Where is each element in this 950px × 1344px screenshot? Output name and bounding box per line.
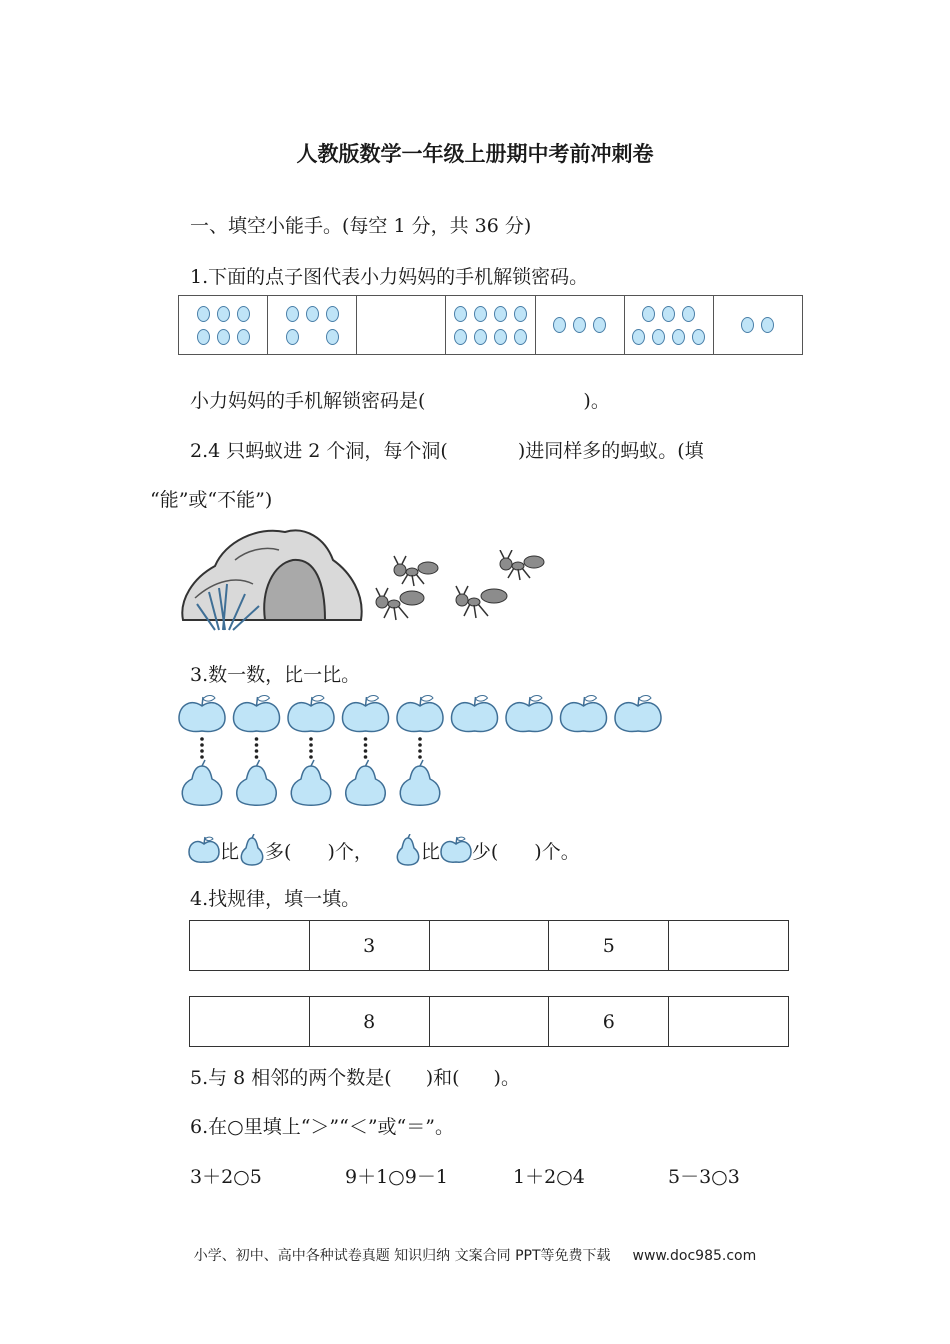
dot <box>632 329 645 345</box>
dot <box>237 306 250 322</box>
dot-cell <box>625 296 714 354</box>
dot <box>197 329 210 345</box>
question-4-stem: 4.找规律，填一填。 <box>190 888 361 910</box>
match-dot <box>200 755 204 759</box>
pear <box>182 760 221 805</box>
match-dot <box>309 749 313 753</box>
dot <box>306 306 319 322</box>
pattern-cell[interactable] <box>669 921 789 971</box>
match-dot <box>364 743 368 747</box>
dot <box>454 306 467 322</box>
question-3-sentence <box>188 834 580 866</box>
dot-cell <box>357 296 446 354</box>
compare-item[interactable]: 3＋2○5 <box>190 1166 262 1188</box>
dot-cell <box>714 296 802 354</box>
apple-icon <box>188 836 220 864</box>
match-dot <box>418 749 422 753</box>
compare-item[interactable]: 5－3○3 <box>668 1166 740 1188</box>
dot <box>593 317 606 333</box>
dot <box>217 306 230 322</box>
match-dot <box>200 749 204 753</box>
apple <box>506 696 552 732</box>
pattern-cell: 3 <box>309 921 429 971</box>
match-dot <box>200 743 204 747</box>
pattern-cell: 6 <box>549 997 669 1047</box>
question-1-answer <box>190 386 610 413</box>
pattern-cell[interactable] <box>190 921 310 971</box>
match-dot <box>255 749 259 753</box>
dot <box>761 317 774 333</box>
dot <box>326 329 339 345</box>
question-2-line2: “能”或“不能”) <box>150 489 273 511</box>
apple <box>179 696 225 732</box>
ant <box>456 586 507 618</box>
dot <box>474 306 487 322</box>
close-label: )个， <box>327 840 373 863</box>
dot <box>514 306 527 322</box>
dot-cell <box>179 296 268 354</box>
pear <box>400 760 439 805</box>
apple <box>452 696 498 732</box>
ant <box>394 556 438 586</box>
apple <box>397 696 443 732</box>
dot <box>494 306 507 322</box>
dot <box>514 329 527 345</box>
pattern-cell: 8 <box>309 997 429 1047</box>
dot <box>217 329 230 345</box>
question-5-b: )和( <box>425 1067 460 1089</box>
section-heading: 一、填空小能手。(每空 1 分，共 36 分) <box>190 215 532 237</box>
match-dot <box>309 737 313 741</box>
close-label: )个。 <box>534 840 580 863</box>
apple <box>343 696 389 732</box>
question-2-part1: 2.4 只蚂蚁进 2 个洞，每个洞( <box>190 440 448 462</box>
dot <box>197 306 210 322</box>
dot <box>642 306 655 322</box>
question-1-answer-prefix: 小力妈妈的手机解锁密码是( <box>190 390 426 412</box>
page-title: 人教版数学一年级上册期中考前冲刺卷 <box>296 142 654 166</box>
dot <box>553 317 566 333</box>
question-2-part2: )进同样多的蚂蚁。(填 <box>517 440 704 462</box>
apple <box>561 696 607 732</box>
question-5-c: )。 <box>493 1067 520 1089</box>
dot <box>662 306 675 322</box>
match-dot <box>418 743 422 747</box>
dot <box>494 329 507 345</box>
bi-label: 比 <box>420 840 440 863</box>
ant <box>500 550 544 580</box>
apple-pear-comparison <box>172 692 672 810</box>
question-2-line1 <box>190 436 704 463</box>
match-dot <box>309 743 313 747</box>
match-dot <box>200 737 204 741</box>
pear <box>291 760 330 805</box>
apple <box>234 696 280 732</box>
ants-illustration <box>372 550 557 628</box>
dot-cell <box>446 296 535 354</box>
pattern-table-1 <box>189 920 789 971</box>
dot <box>573 317 586 333</box>
footer-url[interactable]: www.doc985.com <box>632 1248 757 1264</box>
question-5 <box>190 1063 520 1090</box>
match-dot <box>364 737 368 741</box>
match-dot <box>418 737 422 741</box>
dot <box>652 329 665 345</box>
match-dot <box>364 749 368 753</box>
compare-item[interactable]: 1＋2○4 <box>513 1166 585 1188</box>
compare-item[interactable]: 9＋1○9－1 <box>345 1166 448 1188</box>
match-dot <box>255 737 259 741</box>
pattern-cell[interactable] <box>429 921 549 971</box>
dot <box>682 306 695 322</box>
dot <box>454 329 467 345</box>
match-dot <box>309 755 313 759</box>
less-label: 少( <box>471 840 499 863</box>
pear-icon <box>395 834 421 866</box>
pear <box>346 760 385 805</box>
dot <box>741 317 754 333</box>
dot <box>237 329 250 345</box>
pear-icon <box>239 834 265 866</box>
match-dot <box>418 755 422 759</box>
question-1-stem: 1.下面的点子图代表小力妈妈的手机解锁密码。 <box>190 266 589 288</box>
apple <box>615 696 661 732</box>
more-label: 多( <box>265 840 292 863</box>
pear <box>237 760 276 805</box>
pattern-cell[interactable] <box>429 997 549 1047</box>
question-6-stem: 6.在○里填上“＞”“＜”或“＝”。 <box>190 1116 454 1138</box>
dot-cell <box>268 296 357 354</box>
bi-label: 比 <box>220 840 240 863</box>
dot-pattern-box <box>178 295 803 355</box>
dot <box>326 306 339 322</box>
ant <box>376 588 424 620</box>
dot <box>672 329 685 345</box>
dot <box>474 329 487 345</box>
dot <box>286 306 299 322</box>
dot-cell <box>536 296 625 354</box>
question-5-a: 5.与 8 相邻的两个数是( <box>190 1067 392 1089</box>
apple <box>288 696 334 732</box>
page-footer <box>0 1245 950 1265</box>
match-dot <box>255 743 259 747</box>
match-dot <box>255 755 259 759</box>
pattern-cell[interactable] <box>190 997 310 1047</box>
pattern-cell: 5 <box>549 921 669 971</box>
rock-cave-illustration <box>175 520 375 635</box>
pattern-table-2 <box>189 996 789 1047</box>
question-3-stem: 3.数一数，比一比。 <box>190 664 361 686</box>
match-dot <box>364 755 368 759</box>
pattern-cell[interactable] <box>669 997 789 1047</box>
footer-text: 小学、初中、高中各种试卷真题 知识归纳 文案合同 PPT等免费下载 <box>193 1248 611 1264</box>
question-1-answer-suffix: )。 <box>583 390 610 412</box>
dot <box>692 329 705 345</box>
dot <box>286 329 299 345</box>
apple-icon <box>440 836 472 864</box>
